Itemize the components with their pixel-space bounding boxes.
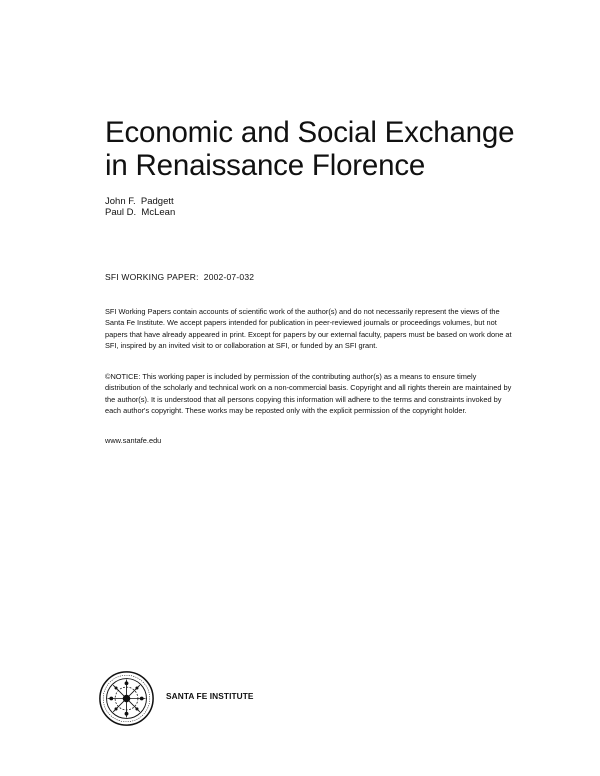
paper-title (105, 116, 575, 182)
title-line-2: in Renaissance Florence (105, 149, 426, 182)
sfi-disclaimer-paragraph: SFI Working Papers contain accounts of scientific work of the author(s) and do not necessarily represent the views of the Santa Fe Institute. We accept papers intended for publication in peer-reviewed journals or proceedings volumes, but not papers that have already appeared in print. Except for papers by our external faculty, papers must be based on work done at SFI, inspired by an invited visit to or collaboration at SFI, or funded by an SFI grant. (105, 307, 512, 351)
author-list (105, 196, 175, 218)
title-line-1: Economic and Social Exchange (105, 116, 515, 149)
website-link[interactable]: www.santafe.edu (105, 436, 162, 445)
copyright-notice-paragraph: ©NOTICE: This working paper is included by permission of the contributing author(s) as a means to ensure timely distribution of the scholarly and technical work on a non-commercial basis. Copyright and all rights therein are maintained by the author(s). It is understood that all persons copying this information will adhere to the terms and constraints invoked by each author's copyright. These works may be reposted only with the explicit permission of the copyright holder. (105, 372, 512, 416)
santa-fe-institute-seal-icon (98, 670, 155, 727)
author-name: John F. Padgett (105, 196, 174, 207)
author-name: Paul D. McLean (105, 207, 176, 218)
working-paper-number: SFI WORKING PAPER: 2002-07-032 (105, 272, 255, 282)
institute-name: SANTA FE INSTITUTE (166, 691, 254, 701)
